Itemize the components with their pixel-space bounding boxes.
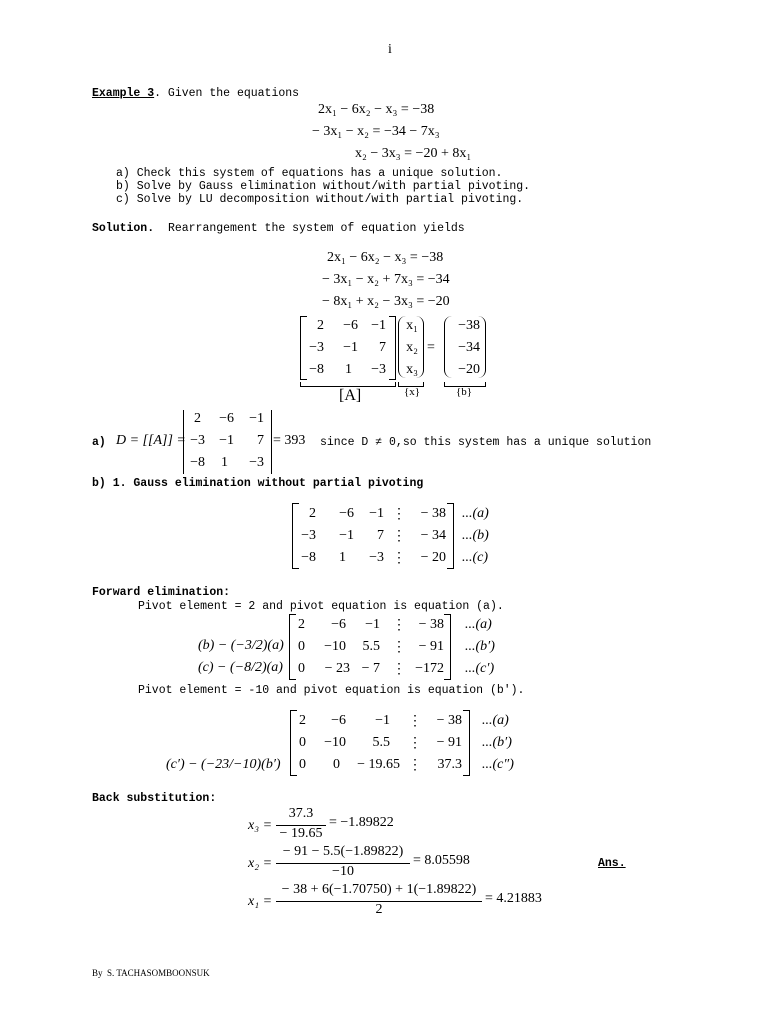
rearranged-eq-3: − 8x₁ + x₂ − 3x₃ = −20 bbox=[322, 294, 450, 309]
aug-cell: −8 bbox=[301, 550, 316, 565]
example-title: Example 3 bbox=[92, 87, 155, 100]
matrix-a-cell: −1 bbox=[343, 340, 358, 355]
step2-cell: −1 bbox=[375, 713, 390, 728]
det-cell: −8 bbox=[190, 455, 205, 470]
label-vector-x: {x} bbox=[404, 386, 421, 398]
solution-line bbox=[92, 222, 465, 235]
aug-cell: 2 bbox=[309, 506, 316, 521]
step2-cell: −6 bbox=[331, 713, 346, 728]
label-vector-b: {b} bbox=[456, 386, 473, 398]
step2-cell: 2 bbox=[299, 713, 306, 728]
x2-numerator: − 91 − 5.5(−1.89822) bbox=[282, 844, 404, 859]
determinant-result: = 393 bbox=[273, 433, 306, 448]
step1-cell: 5.5 bbox=[362, 639, 380, 654]
matrix-a-cell: 1 bbox=[345, 362, 352, 377]
aug-cell: −1 bbox=[339, 528, 354, 543]
step2-cell: 0 bbox=[299, 757, 306, 772]
matrix-a-cell: −1 bbox=[371, 318, 386, 333]
rearranged-eq-1: 2x₁ − 6x₂ − x₃ = −38 bbox=[327, 250, 444, 265]
vector-b-cell: −34 bbox=[458, 340, 480, 355]
step2-cell: −10 bbox=[324, 735, 346, 750]
pivot-1-text: Pivot element = 2 and pivot equation is equation (a). bbox=[138, 600, 504, 613]
x2-denominator: −10 bbox=[332, 864, 354, 879]
aug-cell: ⋮ bbox=[392, 507, 406, 522]
equals-sign: = bbox=[427, 340, 435, 355]
step1-cell: 0 bbox=[298, 661, 305, 676]
aug-cell: −1 bbox=[369, 506, 384, 521]
aug-cell: 1 bbox=[339, 550, 346, 565]
given-eq-3: x₂ − 3x₃ = −20 + 8x₁ bbox=[355, 146, 472, 161]
step1-cell: − 23 bbox=[324, 661, 350, 676]
vector-b-cell: −38 bbox=[458, 318, 480, 333]
row-tag: ...(b) bbox=[462, 528, 489, 543]
step2-cell: 0 bbox=[299, 735, 306, 750]
x3-result: = −1.89822 bbox=[329, 815, 394, 830]
aug-cell: − 34 bbox=[420, 528, 446, 543]
step2-cell: ⋮ bbox=[408, 714, 422, 729]
task-c: c) Solve by LU decomposition without/with partial pivoting. bbox=[116, 193, 524, 206]
step1-cell: ⋮ bbox=[392, 662, 406, 677]
back-heading: Back substitution: bbox=[92, 792, 217, 805]
step2-cell: 5.5 bbox=[372, 735, 390, 750]
matrix-a-cell: −3 bbox=[371, 362, 386, 377]
given-eq-1: 2x₁ − 6x₂ − x₃ = −38 bbox=[318, 102, 435, 117]
aug-cell: −6 bbox=[339, 506, 354, 521]
row-tag: ...(c) bbox=[462, 550, 489, 565]
step2-cell: − 38 bbox=[436, 713, 462, 728]
aug-cell: − 20 bbox=[420, 550, 446, 565]
step1-cell: ⋮ bbox=[392, 640, 406, 655]
rearranged-eq-2: − 3x₁ − x₂ + 7x₃ = −34 bbox=[322, 272, 450, 287]
step1-cell: ⋮ bbox=[392, 618, 406, 633]
x3-numerator: 37.3 bbox=[288, 806, 314, 821]
step2-cell: − 19.65 bbox=[357, 757, 400, 772]
aug-cell: ⋮ bbox=[392, 529, 406, 544]
x3-denominator: − 19.65 bbox=[279, 826, 323, 841]
x3-lhs: x₃ = bbox=[248, 818, 273, 833]
step2-cell: − 91 bbox=[436, 735, 462, 750]
step2-cell: ⋮ bbox=[408, 736, 422, 751]
det-cell: −6 bbox=[219, 411, 234, 426]
det-cell: −3 bbox=[249, 455, 264, 470]
det-cell: −1 bbox=[219, 433, 234, 448]
step1-cell: −10 bbox=[324, 639, 346, 654]
step1-op: (b) − (−3/2)(a) bbox=[198, 638, 284, 653]
step2-op: (c′) − (−23/−10)(b′) bbox=[166, 757, 281, 772]
aug-cell: 7 bbox=[377, 528, 384, 543]
matrix-a-cell: 7 bbox=[379, 340, 386, 355]
determinant-lhs: D = [[A]] = bbox=[116, 433, 186, 448]
solution-label: Solution. bbox=[92, 222, 155, 235]
step2-cell: ⋮ bbox=[408, 758, 422, 773]
step1-cell: − 91 bbox=[418, 639, 444, 654]
x1-denominator: 2 bbox=[375, 902, 383, 917]
footer-author: By S. TACHASOMBOONSUK bbox=[92, 968, 210, 978]
step2-cell: 0 bbox=[333, 757, 340, 772]
solution-text: Rearrangement the system of equation yields bbox=[167, 222, 465, 235]
aug-cell: −3 bbox=[369, 550, 384, 565]
det-cell: −3 bbox=[190, 433, 205, 448]
example-heading bbox=[92, 87, 299, 100]
step2-cell: 37.3 bbox=[437, 757, 462, 772]
step1-tag: ...(a) bbox=[465, 617, 492, 632]
aug-cell: −3 bbox=[301, 528, 316, 543]
row-tag: ...(a) bbox=[462, 506, 489, 521]
step1-cell: − 7 bbox=[361, 661, 380, 676]
task-a: a) Check this system of equations has a unique solution. bbox=[116, 167, 503, 180]
step2-tag: ...(c″) bbox=[482, 757, 514, 772]
det-cell: 2 bbox=[194, 411, 201, 426]
x2-result: = 8.05598 bbox=[413, 853, 470, 868]
vector-b-cell: −20 bbox=[458, 362, 480, 377]
det-cell: 1 bbox=[221, 455, 228, 470]
matrix-a-cell: −6 bbox=[343, 318, 358, 333]
det-cell: 7 bbox=[257, 433, 264, 448]
aug-cell: − 38 bbox=[420, 506, 446, 521]
step1-cell: 0 bbox=[298, 639, 305, 654]
part-a-label: a) bbox=[92, 436, 106, 449]
x2-lhs: x₂ = bbox=[248, 856, 273, 871]
matrix-a-cell: 2 bbox=[317, 318, 324, 333]
aug-cell: ⋮ bbox=[392, 551, 406, 566]
step1-cell: −1 bbox=[365, 617, 380, 632]
vector-x-cell: x₂ bbox=[406, 340, 418, 355]
part-b-heading: b) 1. Gauss elimination without partial pivoting bbox=[92, 477, 424, 490]
page-number: i bbox=[388, 42, 392, 57]
example-intro: . Given the equations bbox=[154, 87, 300, 100]
x1-result: = 4.21883 bbox=[485, 891, 542, 906]
forward-heading: Forward elimination: bbox=[92, 586, 231, 599]
step1-cell: −6 bbox=[331, 617, 346, 632]
step1-cell: 2 bbox=[298, 617, 305, 632]
task-b: b) Solve by Gauss elimination without/with partial pivoting. bbox=[116, 180, 531, 193]
step1-tag: ...(b′) bbox=[465, 639, 495, 654]
answer-label: Ans. bbox=[598, 857, 626, 870]
step1-cell: −172 bbox=[415, 661, 444, 676]
vector-x-cell: x₁ bbox=[406, 318, 418, 333]
step1-tag: ...(c′) bbox=[465, 661, 495, 676]
step1-op: (c) − (−8/2)(a) bbox=[198, 660, 283, 675]
step2-tag: ...(b′) bbox=[482, 735, 512, 750]
step2-tag: ...(a) bbox=[482, 713, 509, 728]
matrix-a-cell: −3 bbox=[309, 340, 324, 355]
x1-lhs: x₁ = bbox=[248, 894, 273, 909]
x1-numerator: − 38 + 6(−1.70750) + 1(−1.89822) bbox=[281, 882, 477, 897]
vector-x-cell: x₃ bbox=[406, 362, 418, 377]
determinant-comment: since D ≠ 0,so this system has a unique solution bbox=[320, 436, 652, 449]
pivot-2-text: Pivot element = -10 and pivot equation is equation (b′). bbox=[138, 684, 525, 697]
matrix-a-cell: −8 bbox=[309, 362, 324, 377]
label-matrix-a: [A] bbox=[339, 387, 362, 404]
det-cell: −1 bbox=[249, 411, 264, 426]
given-eq-2: − 3x₁ − x₂ = −34 − 7x₃ bbox=[312, 124, 440, 139]
step1-cell: − 38 bbox=[418, 617, 444, 632]
